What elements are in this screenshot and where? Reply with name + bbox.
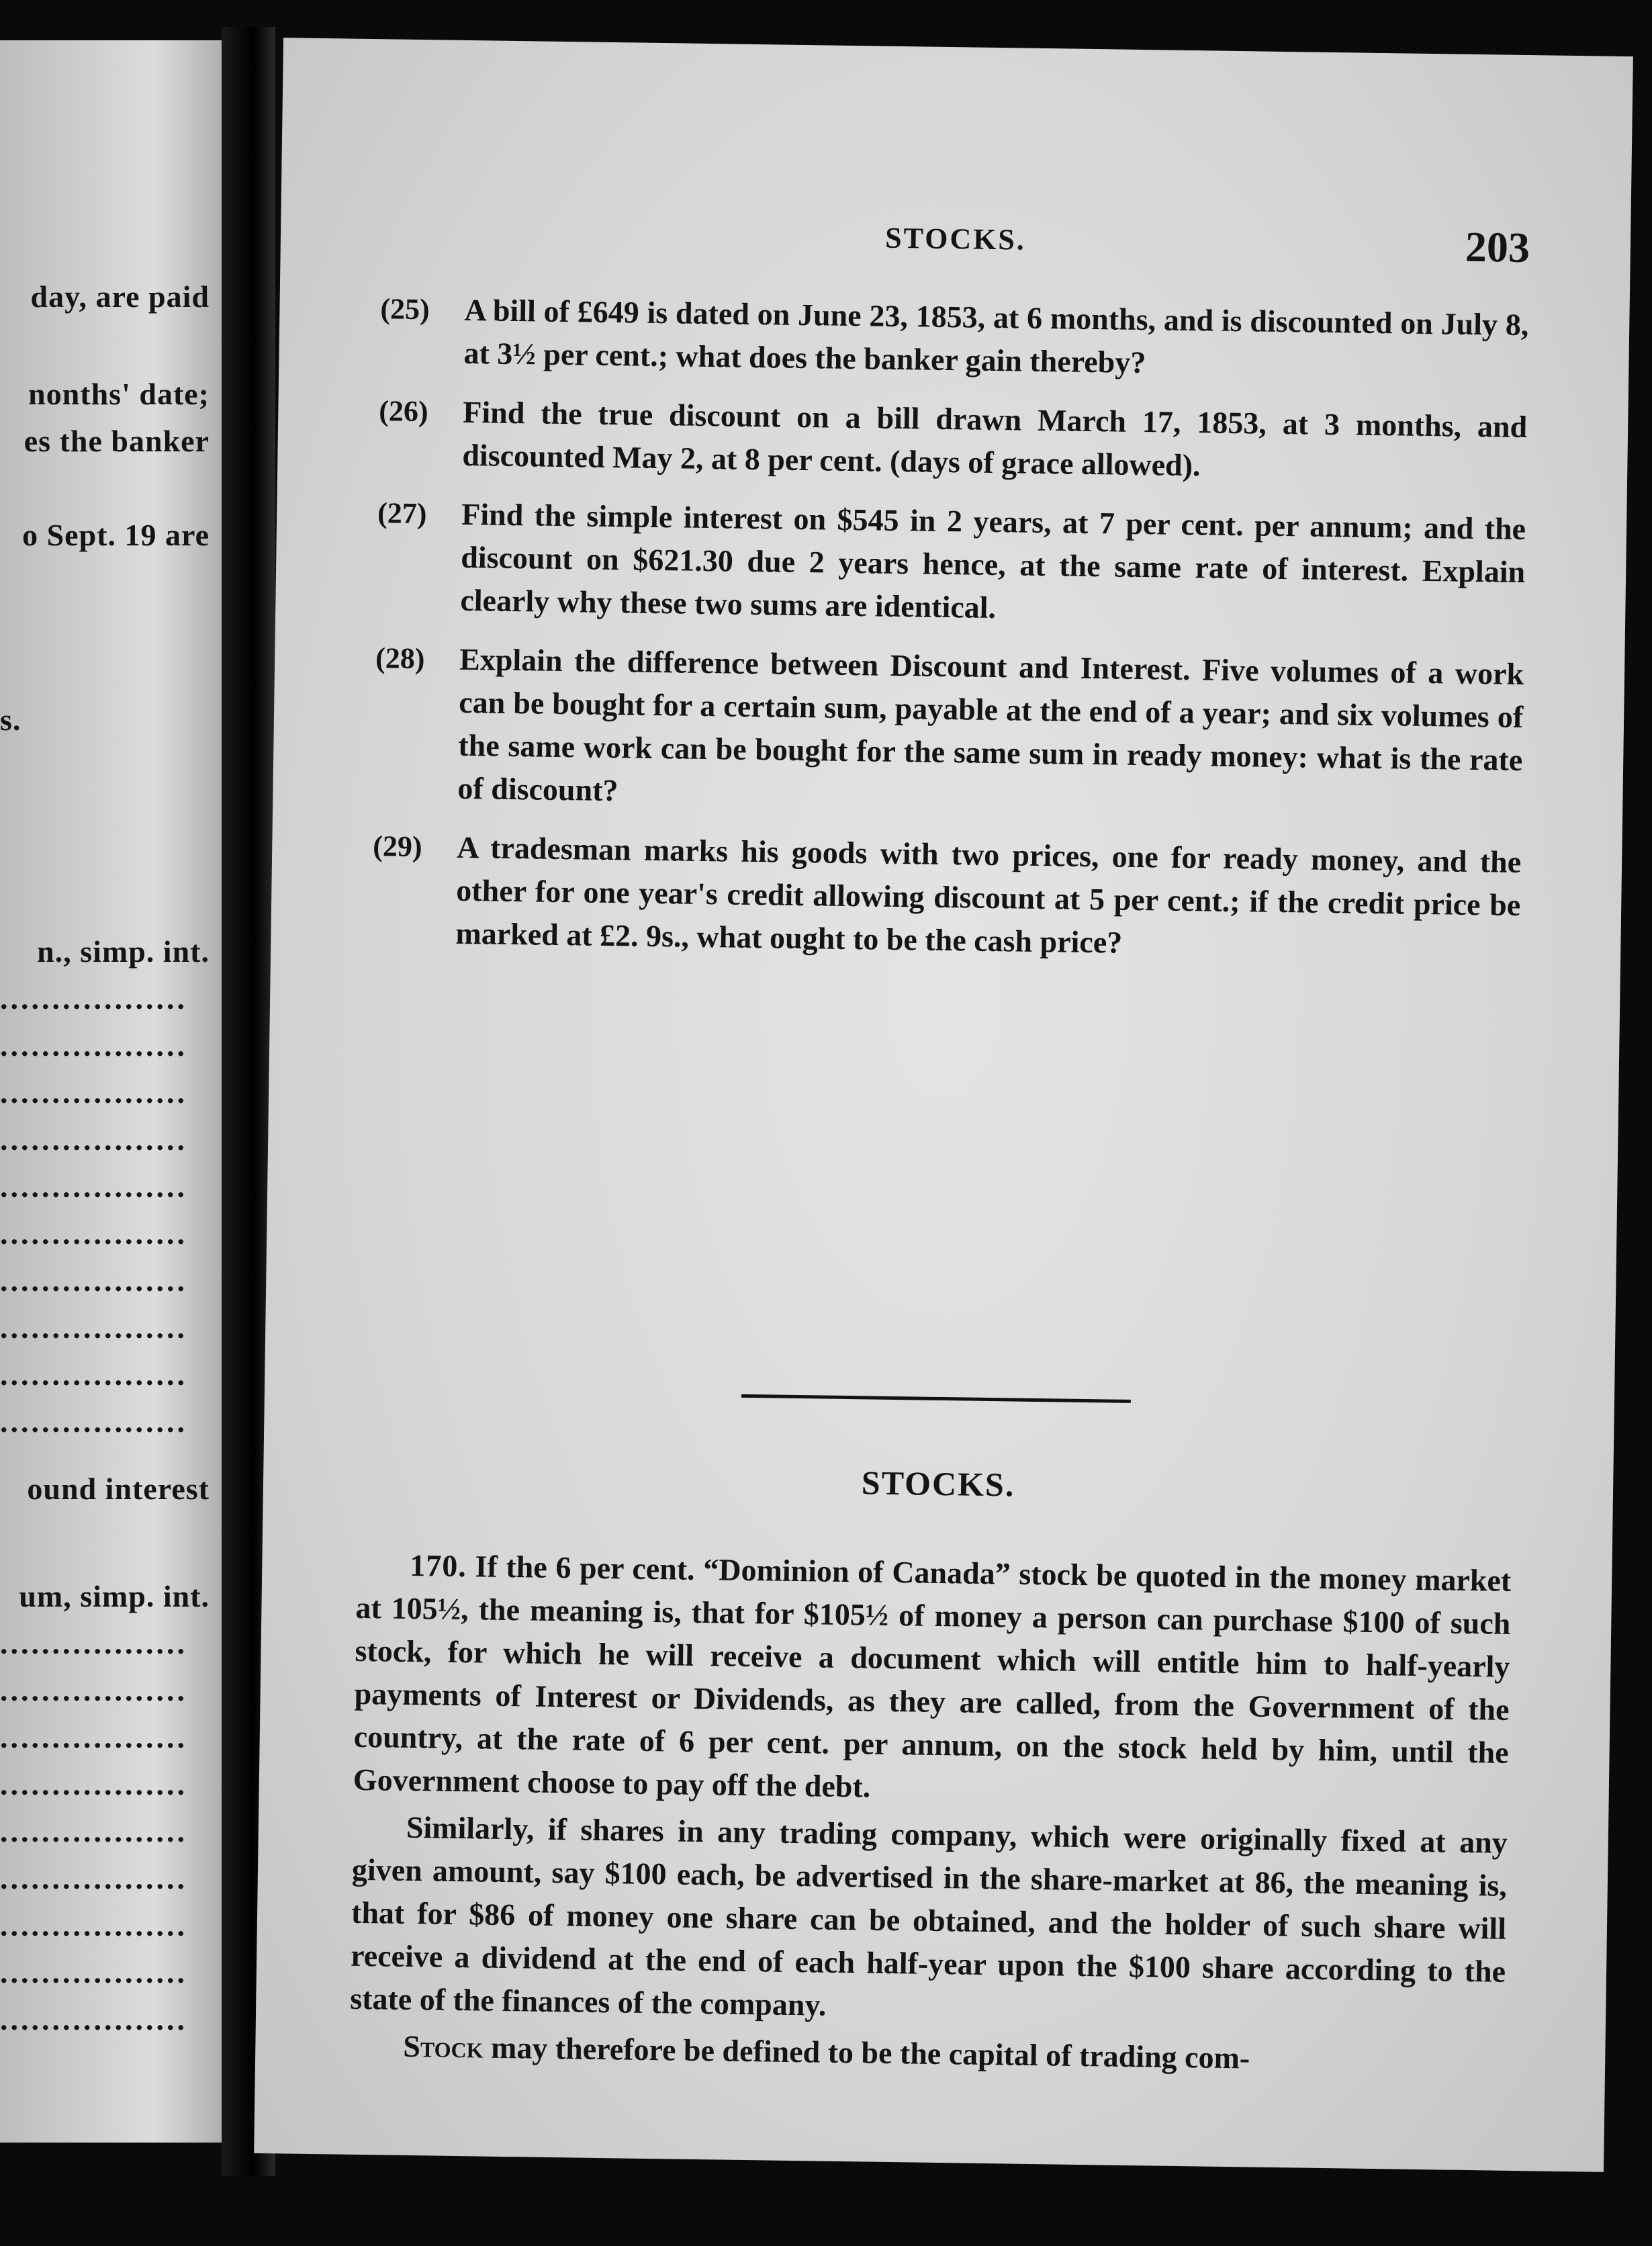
page-number: 203: [1465, 222, 1530, 272]
dot-leader: ..................: [0, 1720, 187, 1754]
left-fragment: n., simp. int.: [37, 934, 210, 969]
dot-leader: ..................: [0, 1263, 187, 1298]
exercise-text: Explain the difference between Discount and Interest. Five volumes of a work can be bought for a certain sum, payable at the end of a year; and six volumes of the same work can be bought for the same sum in ready money: what is the rate of discount?: [457, 641, 1524, 808]
exercise-item: [373, 637, 1524, 825]
right-page: [254, 38, 1633, 2172]
exercise-list: [371, 287, 1529, 986]
left-fragment: s.: [0, 703, 21, 737]
section-body: [349, 1543, 1512, 2087]
dot-leader: ..................: [0, 1626, 187, 1660]
dot-leader: ..................: [0, 1814, 187, 1848]
exercise-item: [378, 390, 1528, 492]
exercise-number: (29): [372, 829, 422, 864]
left-fragment: day, are paid: [30, 279, 210, 314]
exercise-text: A bill of £649 is dated on June 23, 1853, at 6 months, and is discounted on July 8, at 3½ per cent.; what does the banker gain thereby?: [463, 292, 1529, 380]
paragraph-text: If the 6 per cent. “Dominion of Canada” stock be quoted in the money market at 105½, the meaning is, that for $105½ of money a person can purchase $100 of such stock, for which he will receive a document which will entitle him to half-yearly payments of Interest or Dividends, as they are called, from the Government of the country, at the rate of 6 per cent. per annum, on the stock held by him, until the Government choose to pay off the debt.: [353, 1549, 1512, 1804]
dot-leader: ..................: [0, 981, 187, 1016]
paragraph: [353, 1543, 1511, 1817]
exercise-number: (25): [380, 292, 430, 326]
dot-leader: ..................: [0, 2002, 187, 2036]
left-fragment: um, simp. int.: [19, 1579, 210, 1613]
exercise-text: A tradesman marks his goods with two prices, one for ready money, and the other for one year's credit allowing discount at 5 per cent.; if the credit price be marked at £2. 9s., what ought to be the cash price?: [455, 829, 1522, 960]
article-number: 170.: [409, 1547, 467, 1584]
paragraph-lead-word: Stock: [402, 2028, 484, 2065]
dot-leader: ..................: [0, 1673, 187, 1707]
exercise-number: (26): [379, 394, 428, 429]
running-head: [381, 207, 1530, 277]
left-fragment: nonths' date;: [28, 377, 210, 411]
page-content: [349, 207, 1530, 2075]
dot-leader: ..................: [0, 1310, 187, 1345]
exercise-item: [371, 825, 1522, 970]
paragraph: [350, 1805, 1508, 2036]
exercise-text: Find the true discount on a bill drawn March 17, 1853, at 3 months, and discounted May 2, at 8 per cent. (days of grace allowed).: [462, 394, 1528, 483]
left-page: [0, 40, 222, 2143]
dot-leader: ..................: [0, 1861, 187, 1895]
section-divider: [741, 1394, 1131, 1403]
exercise-number: (28): [375, 641, 425, 676]
exercise-number: (27): [377, 496, 427, 531]
dot-leader: ..................: [0, 1767, 187, 1801]
dot-leader: ..................: [0, 1075, 187, 1110]
exercise-item: [379, 287, 1529, 390]
exercise-item: [376, 492, 1526, 637]
dot-leader: ..................: [0, 1169, 187, 1204]
dot-leader: ..................: [0, 1955, 187, 1989]
left-fragment: o Sept. 19 are: [22, 518, 210, 552]
dot-leader: ..................: [0, 1216, 187, 1251]
dot-leader: ..................: [0, 1028, 187, 1063]
left-fragment: es the banker: [24, 424, 210, 458]
running-title: STOCKS.: [884, 221, 1027, 257]
exercise-text: Find the simple interest on $545 in 2 years, at 7 per cent. per annum; and the discount on $621.30 due 2 years hence, at the same rate of interest. Explain clearly why these two sums are identical.: [460, 496, 1526, 625]
dot-leader: ..................: [0, 1908, 187, 1942]
dot-leader: ..................: [0, 1357, 187, 1392]
paragraph-text: Similarly, if shares in any trading company, which were originally fixed at any given amount, say $100 each, be advertised in the share-market at 86, the meaning is, that for $86 of money one share can be obtained, and the holder of such share will receive a dividend at the end of each half-year upon the $100 share according to the state of the finances of the company.: [349, 1809, 1508, 2022]
paragraph-text: may therefore be defined to be the capital of trading com-: [490, 2030, 1250, 2075]
dot-leader: ..................: [0, 1122, 187, 1157]
left-fragment: ound interest: [27, 1472, 210, 1506]
dot-leader: ..................: [0, 1404, 187, 1439]
section-heading: STOCKS.: [861, 1464, 1015, 1504]
